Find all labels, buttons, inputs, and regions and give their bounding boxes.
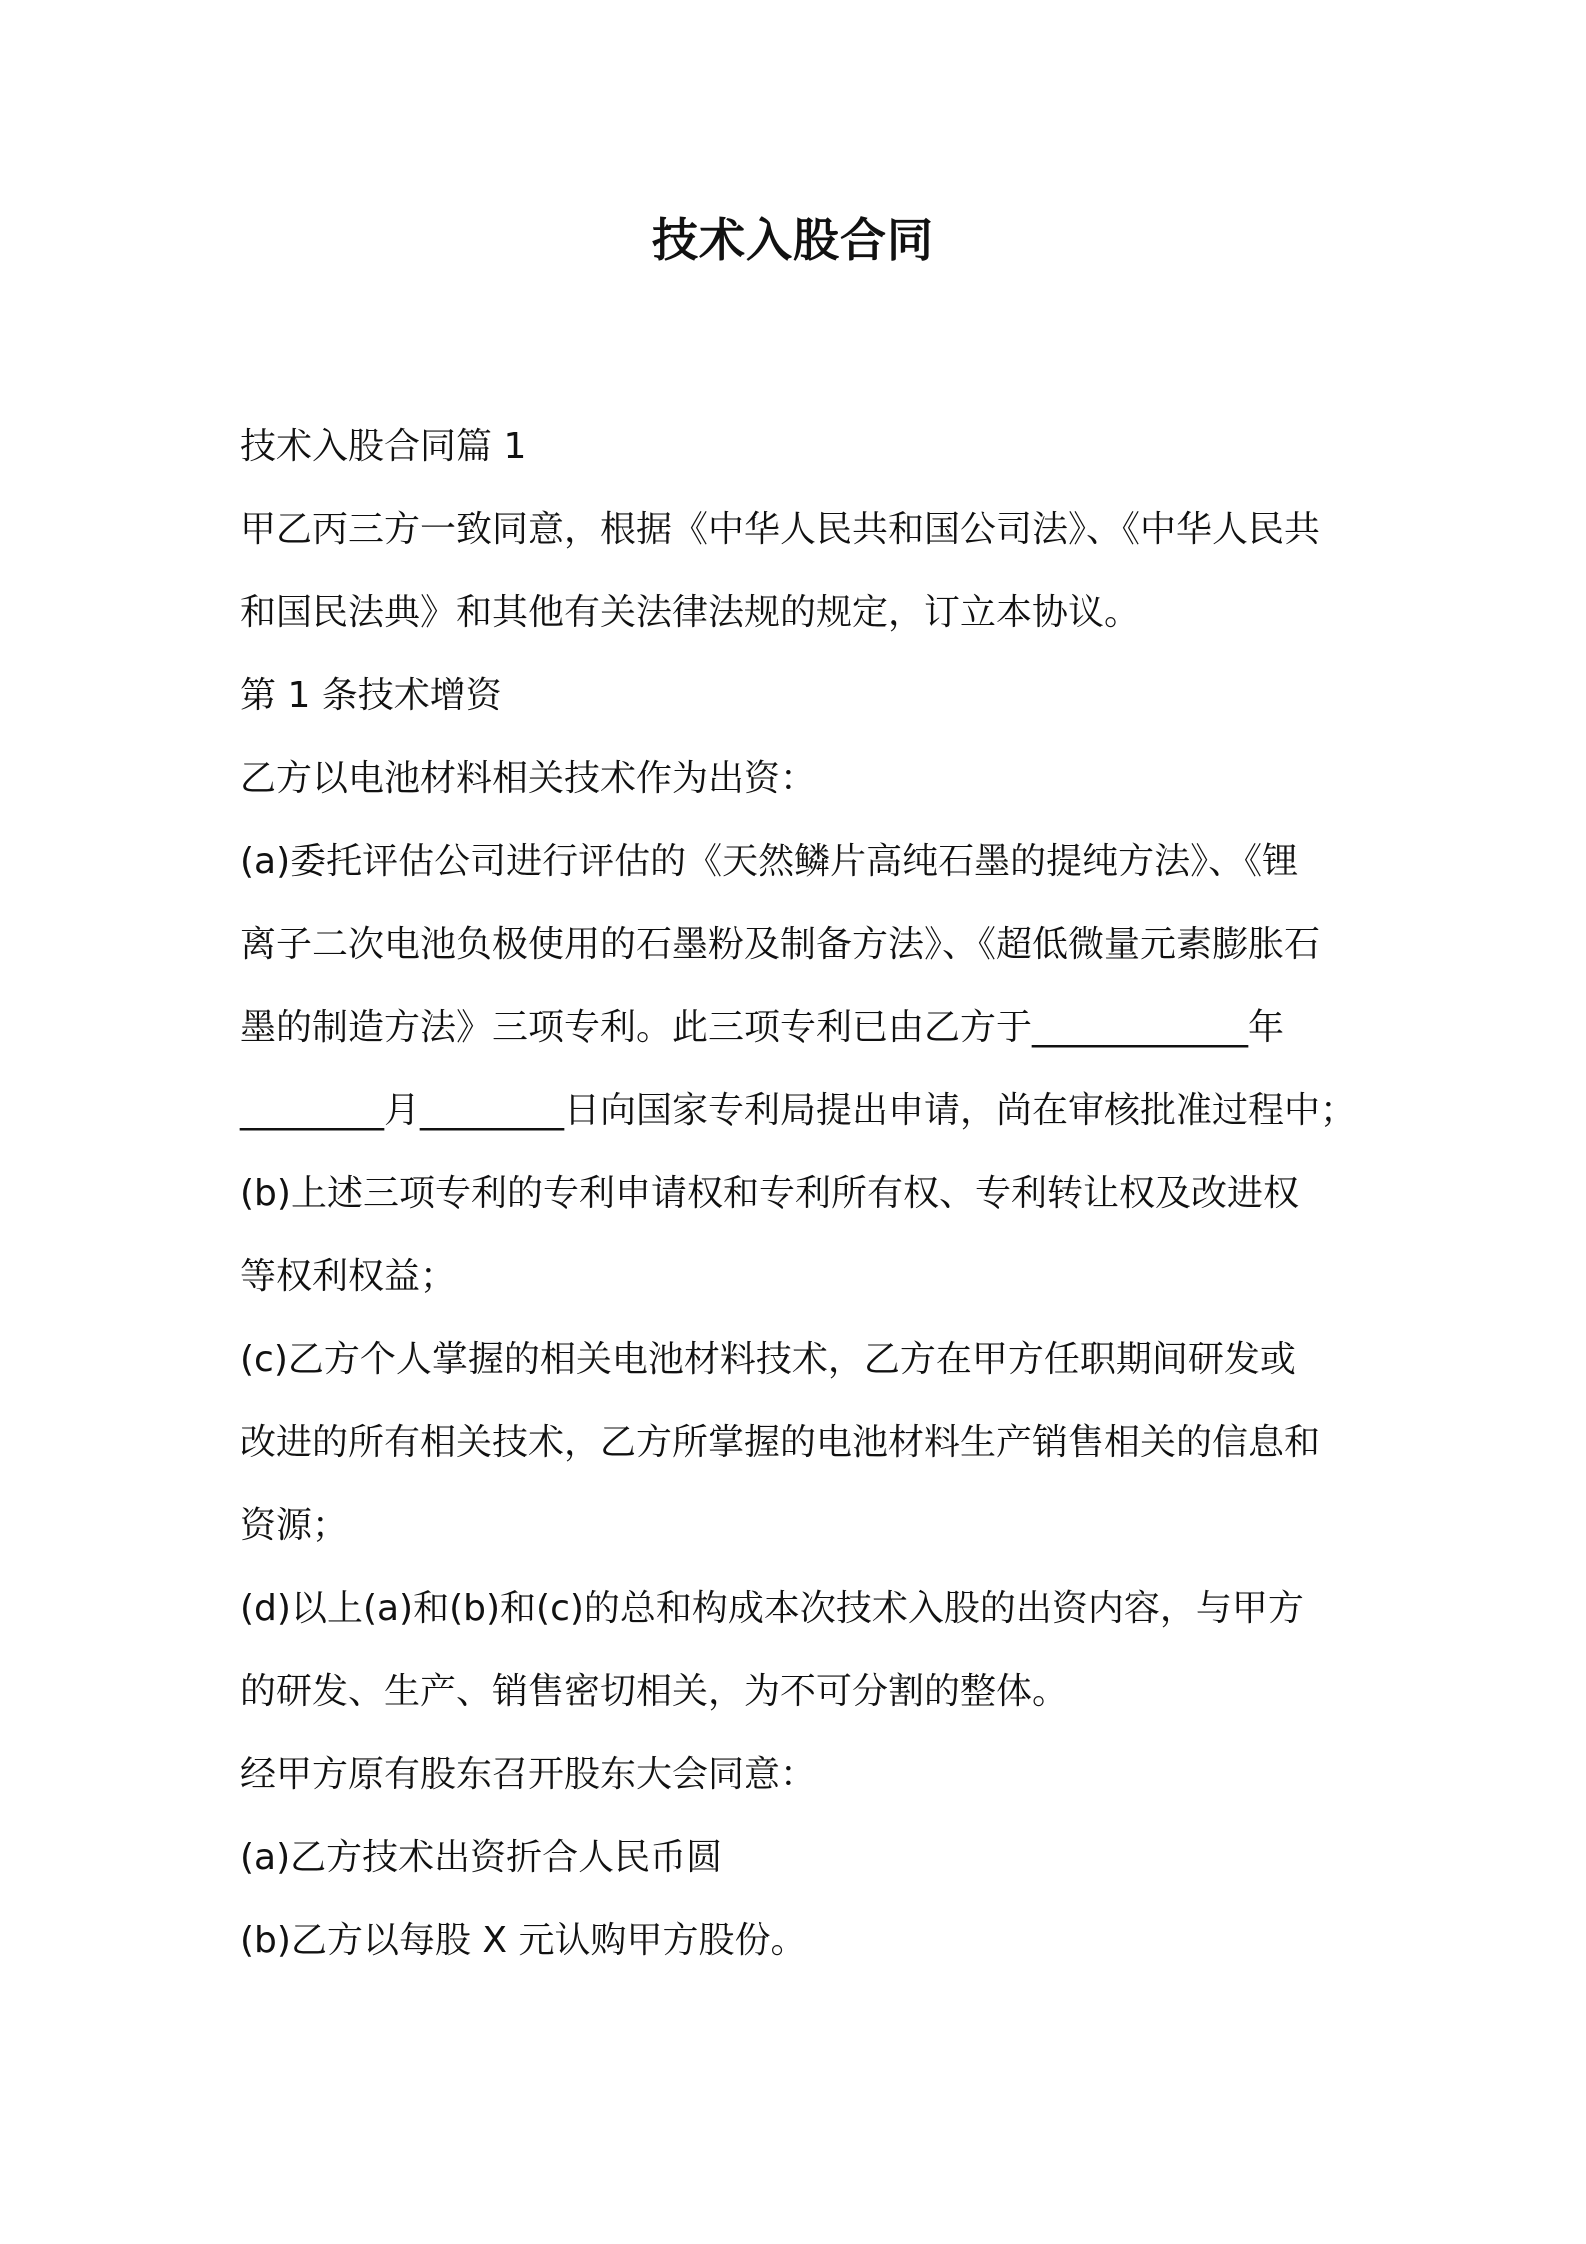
paragraph-line: (a)委托评估公司进行评估的《天然鳞片高纯石墨的提纯方法》、《锂 bbox=[240, 841, 1299, 882]
paragraph-line: (c)乙方个人掌握的相关电池材料技术，乙方在甲方任职期间研发或 bbox=[240, 1339, 1296, 1380]
paragraph-line: 甲乙丙三方一致同意，根据《中华人民共和国公司法》、《中华人民共 bbox=[240, 509, 1321, 550]
paragraph-line: 和国民法典》和其他有关法律法规的规定，订立本协议。 bbox=[240, 592, 1141, 633]
paragraph-line: ________月________日向国家专利局提出申请，尚在审核批准过程中； bbox=[240, 1090, 1357, 1131]
paragraph-line: 乙方以电池材料相关技术作为出资： bbox=[240, 758, 817, 799]
document-body bbox=[240, 405, 1360, 1982]
paragraph-line: 的研发、生产、销售密切相关，为不可分割的整体。 bbox=[240, 1671, 1069, 1712]
paragraph-line: (a)乙方技术出资折合人民币圆 bbox=[240, 1837, 723, 1878]
paragraph-line: 等权利权益； bbox=[240, 1256, 457, 1297]
paragraph-line: 离子二次电池负极使用的石墨粉及制备方法》、《超低微量元素膨胀石 bbox=[240, 924, 1321, 965]
paragraph-line: (b)上述三项专利的专利申请权和专利所有权、专利转让权及改进权 bbox=[240, 1173, 1299, 1214]
document-title: 技术入股合同 bbox=[652, 213, 934, 267]
paragraph-line: 经甲方原有股东召开股东大会同意： bbox=[240, 1754, 817, 1795]
article-heading: 第 1 条技术增资 bbox=[240, 675, 502, 716]
paragraph-line: 资源； bbox=[240, 1505, 349, 1546]
paragraph-line: (d)以上(a)和(b)和(c)的总和构成本次技术入股的出资内容，与甲方 bbox=[240, 1588, 1304, 1629]
paragraph-line: (b)乙方以每股 X 元认购甲方股份。 bbox=[240, 1920, 807, 1961]
paragraph-line: 墨的制造方法》三项专利。此三项专利已由乙方于____________年 bbox=[240, 1007, 1285, 1048]
paragraph-line: 改进的所有相关技术，乙方所掌握的电池材料生产销售相关的信息和 bbox=[240, 1422, 1321, 1463]
section-heading: 技术入股合同篇 1 bbox=[240, 426, 527, 467]
